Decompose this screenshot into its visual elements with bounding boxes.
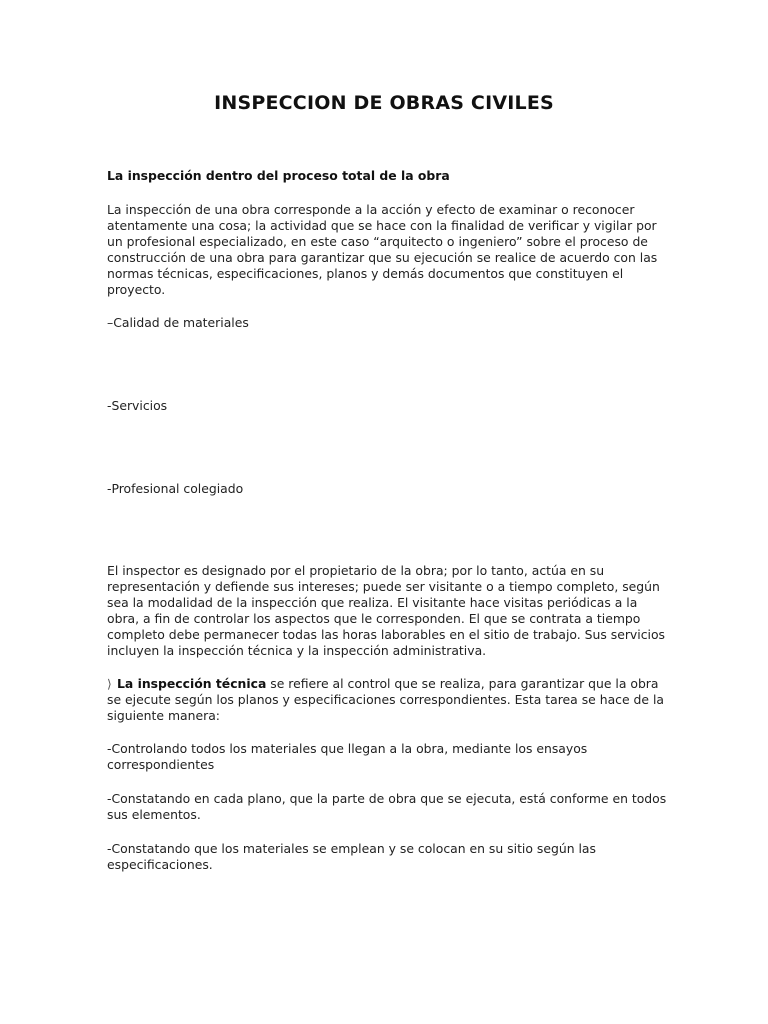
tecnica-text: se refiere al control que se realiza, para garantizar que la obra se ejecute según los planos y especificaciones correspondientes. Esta tarea se hace de la siguiente manera: — [107, 676, 665, 723]
step-constatando-materiales: -Constatando que los materiales se emplean y se colocan en su sitio según las especificaciones. — [107, 841, 596, 872]
tecnica-label: La inspección técnica — [117, 676, 267, 691]
list-item-profesional: -Profesional colegiado — [107, 481, 244, 496]
list-item-servicios: -Servicios — [107, 398, 168, 413]
document-title: INSPECCION DE OBRAS CIVILES — [214, 92, 554, 114]
intro-paragraph: La inspección de una obra corresponde a la acción y efecto de examinar o reconocer atentamente una cosa; la actividad que se hace con la finalidad de verificar y vigilar por un profesional especializado, en este caso “arquitecto o ingeniero” sobre el proceso de construcción de una obra para garantizar que su ejecución se realice de acuerdo con las normas técnicas, especificaciones, planos y demás documentos que constituyen el proyecto. — [107, 202, 658, 297]
step-constatando-plano: -Constatando en cada plano, que la parte de obra que se ejecuta, está conforme en todos sus elementos. — [107, 791, 667, 822]
step-controlando: -Controlando todos los materiales que llegan a la obra, mediante los ensayos correspondientes — [107, 741, 588, 772]
section-heading: La inspección dentro del proceso total de la obra — [107, 168, 450, 183]
tecnica-paragraph — [107, 676, 667, 724]
inspector-paragraph: El inspector es designado por el propietario de la obra; por lo tanto, actúa en su representación y defiende sus intereses; puede ser visitante o a tiempo completo, según sea la modalidad de la inspección que realiza. El visitante hace visitas periódicas a la obra, a fin de controlar los aspectos que le corresponden. El que se contrata a tiempo completo debe permanecer todas las horas laborables en el sitio de trabajo. Sus servicios incluyen la inspección técnica y la inspección administrativa. — [107, 563, 665, 658]
list-item-calidad: –Calidad de materiales — [107, 315, 249, 330]
bullet-icon: ⟩ — [107, 677, 112, 691]
